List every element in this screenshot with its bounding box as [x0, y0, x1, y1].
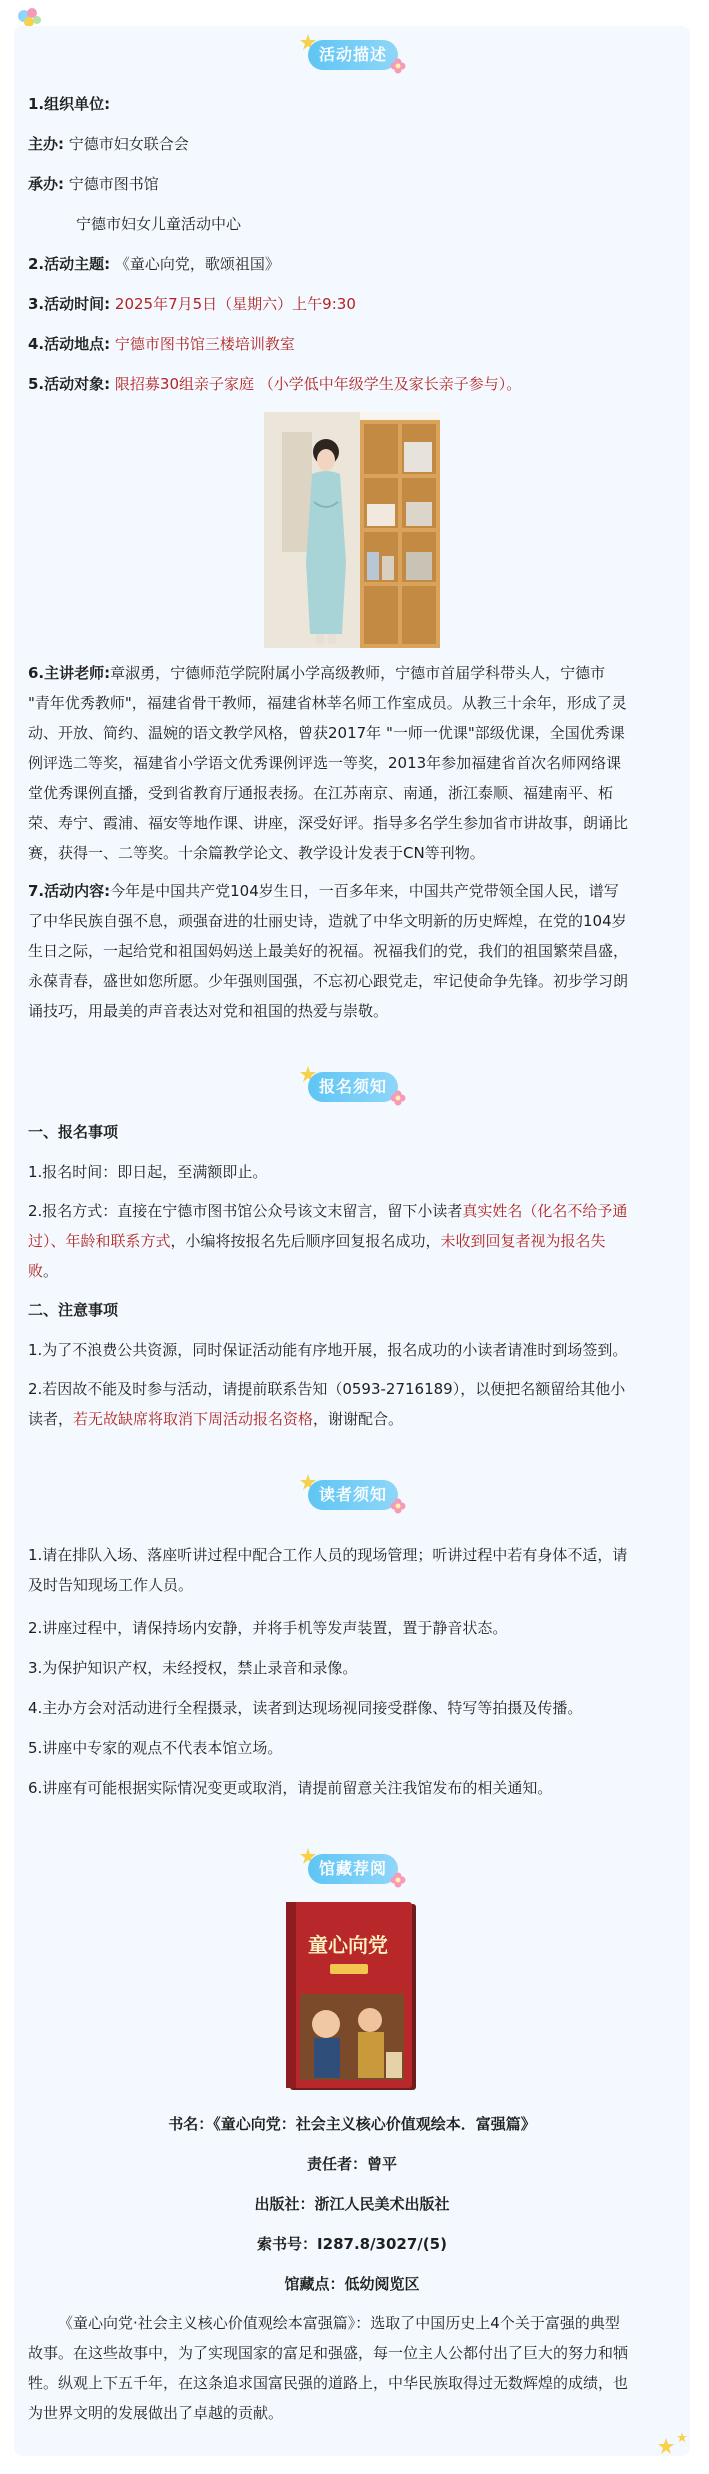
signup-note-2-line-2 — [14, 1404, 690, 1434]
book-cover-title: 童心向党 — [308, 1933, 388, 1957]
time-value: 2025年7月5日（星期六）上午9:30 — [114, 295, 356, 313]
signup-heading-2: 二、注意事项 — [28, 1301, 119, 1319]
target-label: 5.活动对象: — [28, 375, 111, 393]
flower-icon — [390, 1498, 406, 1514]
teacher-photo — [264, 412, 440, 648]
signup-method-text: ，小编将按报名先后顺序回复报名成功， — [170, 1232, 441, 1250]
theme-value: 《童心向党，歌颂祖国》 — [114, 255, 280, 273]
teacher-label: 6.主讲老师: — [28, 664, 111, 682]
teacher-bio-5: 堂优秀课例直播，受到省教育厅通报表扬。在江苏南京、南通，浙江泰顺、福建南平、柘 — [28, 784, 614, 802]
signup-note-text: 读者， — [28, 1410, 74, 1428]
time-line — [14, 284, 690, 324]
reader-rule-1b: 及时告知现场工作人员。 — [28, 1576, 194, 1594]
content-text-5: 诵技巧，用最美的声音表达对党和祖国的热爱与崇敬。 — [28, 1002, 389, 1020]
signup-method-red: 真实姓名（化名不给予通 — [462, 1202, 628, 1220]
teacher-bio-7: 赛，获得一、二等奖。十余篇教学论文、教学设计发表于CN等刊物。 — [28, 844, 485, 862]
signup-method-red: 过）、年龄和联系方式 — [28, 1232, 171, 1250]
org-label: 1.组织单位: — [28, 95, 111, 113]
book-title: 书名：《童心向党：社会主义核心价值观绘本．富强篇》 — [168, 2115, 536, 2133]
undertake-line — [14, 164, 690, 204]
reader-rule-4: 4.主办方会对活动进行全程摄录，读者到达现场视同接受群像、特写等拍摄及传播。 — [28, 1699, 583, 1717]
signup-heading-1: 一、报名事项 — [28, 1123, 119, 1141]
signup-method-text: 。 — [43, 1262, 59, 1280]
signup-note-text: ，谢谢配合。 — [313, 1410, 404, 1428]
host-label: 主办: — [28, 135, 64, 153]
time-label: 3.活动时间: — [28, 295, 111, 313]
reader-rule-2: 2.讲座过程中，请保持场内安静，并将手机等发声装置，置于静音状态。 — [28, 1619, 508, 1637]
signup-method-line-1 — [14, 1196, 690, 1226]
book-publisher: 出版社：浙江人民美术出版社 — [254, 2195, 450, 2213]
teacher-bio-1: 章淑勇，宁德师范学院附属小学高级教师，宁德市首届学科带头人，宁德市 — [110, 664, 606, 682]
signup-method-red: 未收到回复者视为报名失 — [440, 1232, 606, 1250]
book-desc-1: 《童心向党·社会主义核心价值观绘本富强篇》：选取了中国历史上4个关于富强的典型 — [58, 2314, 620, 2332]
book-desc-4: 为世界文明的发展做出了卓越的贡献。 — [28, 2404, 284, 2422]
article-content — [14, 26, 690, 2428]
section-title: 活动描述 — [308, 40, 398, 70]
book-location: 馆藏点：低幼阅览区 — [284, 2275, 420, 2293]
book-call-number: 索书号：I287.8/3027/(5) — [257, 2235, 447, 2253]
content-text-4: 永葆青春，盛世如您所愿。少年强则国强，不忘初心跟党走，牢记使命争先锋。初步学习朗 — [28, 972, 629, 990]
section-header-collection — [282, 1848, 422, 1888]
theme-line — [14, 244, 690, 284]
decorative-stars-icon — [654, 2430, 690, 2460]
flower-icon — [390, 1872, 406, 1888]
book-desc-2: 故事。在这些故事中，为了实现国家的富足和强盛，每一位主人公都付出了巨大的努力和牺 — [28, 2344, 629, 2362]
teacher-bio-2: "青年优秀教师"，福建省骨干教师，福建省林莘名师工作室成员。从教三十余年，形成了灵 — [28, 694, 627, 712]
signup-method-line-2 — [14, 1226, 690, 1256]
section-header-activity — [282, 34, 422, 74]
content-text-3: 生日之际，一起给党和祖国妈妈送上最美好的祝福。祝福我们的党，我们的祖国繁荣昌盛， — [28, 942, 629, 960]
teacher-bio-6: 荣、寿宁、霞浦、福安等地作课、讲座，深受好评。指导多名学生参加省市讲故事，朗诵比 — [28, 814, 629, 832]
content-text-2: 了中华民族自强不息，顽强奋进的壮丽史诗，造就了中华文明新的历史辉煌，在党的104岁 — [28, 912, 627, 930]
signup-method-line-3 — [14, 1256, 690, 1286]
signup-note-red: 若无故缺席将取消下周活动报名资格 — [73, 1410, 314, 1428]
host-line — [14, 124, 690, 164]
theme-label: 2.活动主题: — [28, 255, 111, 273]
signup-note-2-line-1: 2.若因故不能及时参与活动，请提前联系告知（0593-2716189），以便把名额留给其他小 — [28, 1380, 626, 1398]
content-text-1: 今年是中国共产党104岁生日，一百多年来，中国共产党带领全国人民，谱写 — [110, 882, 619, 900]
undertake-value-2: 宁德市妇女儿童活动中心 — [76, 215, 242, 233]
reader-rule-1a: 1.请在排队入场、落座听讲过程中配合工作人员的现场管理；听讲过程中若有身体不适，请 — [28, 1546, 628, 1564]
signup-method-text: 2.报名方式：直接在宁德市图书馆公众号该文末留言，留下小读者 — [28, 1202, 463, 1220]
place-label: 4.活动地点: — [28, 335, 111, 353]
signup-note-1: 1.为了不浪费公共资源，同时保证活动能有序地开展，报名成功的小读者请准时到场签到。 — [28, 1341, 628, 1359]
teacher-bio-3: 动、开放、简约、温婉的语文教学风格，曾获2017年 "一师一优课"部级优课，全国优秀课 — [28, 724, 625, 742]
reader-rule-3: 3.为保护知识产权，未经授权，禁止录音和录像。 — [28, 1659, 358, 1677]
section-title: 报名须知 — [308, 1072, 398, 1102]
undertake-value: 宁德市图书馆 — [68, 175, 159, 193]
signup-time: 1.报名时间：即日起，至满额即止。 — [28, 1163, 268, 1181]
place-value: 宁德市图书馆三楼培训教室 — [114, 335, 295, 353]
section-title: 馆藏荐阅 — [308, 1854, 398, 1884]
place-line — [14, 324, 690, 364]
signup-method-red: 败 — [28, 1262, 44, 1280]
flower-icon — [390, 1090, 406, 1106]
target-line — [14, 364, 690, 404]
section-header-signup — [282, 1066, 422, 1106]
host-value: 宁德市妇女联合会 — [68, 135, 189, 153]
section-title: 读者须知 — [308, 1480, 398, 1510]
teacher-line-1 — [14, 658, 690, 688]
section-header-reader — [282, 1474, 422, 1514]
book-desc-3: 牲。纵观上下五千年，在这条追求国富民强的道路上，中华民族取得过无数辉煌的成绩，也 — [28, 2374, 629, 2392]
flower-icon — [390, 58, 406, 74]
book-author: 责任者：曾平 — [306, 2155, 397, 2173]
teacher-bio-4: 例评选二等奖，福建省小学语文优秀课例评选一等奖，2013年参加福建省首次名师网络课 — [28, 754, 622, 772]
content-label: 7.活动内容: — [28, 882, 111, 900]
target-value: 限招募30组亲子家庭 （小学低中年级学生及家长亲子参与）。 — [114, 375, 522, 393]
undertake-label: 承办: — [28, 175, 64, 193]
reader-rule-5: 5.讲座中专家的观点不代表本馆立场。 — [28, 1739, 283, 1757]
reader-rule-6: 6.讲座有可能根据实际情况变更或取消，请提前留意关注我馆发布的相关通知。 — [28, 1779, 553, 1797]
content-line-1 — [14, 876, 690, 906]
book-cover-image — [286, 1902, 418, 2092]
